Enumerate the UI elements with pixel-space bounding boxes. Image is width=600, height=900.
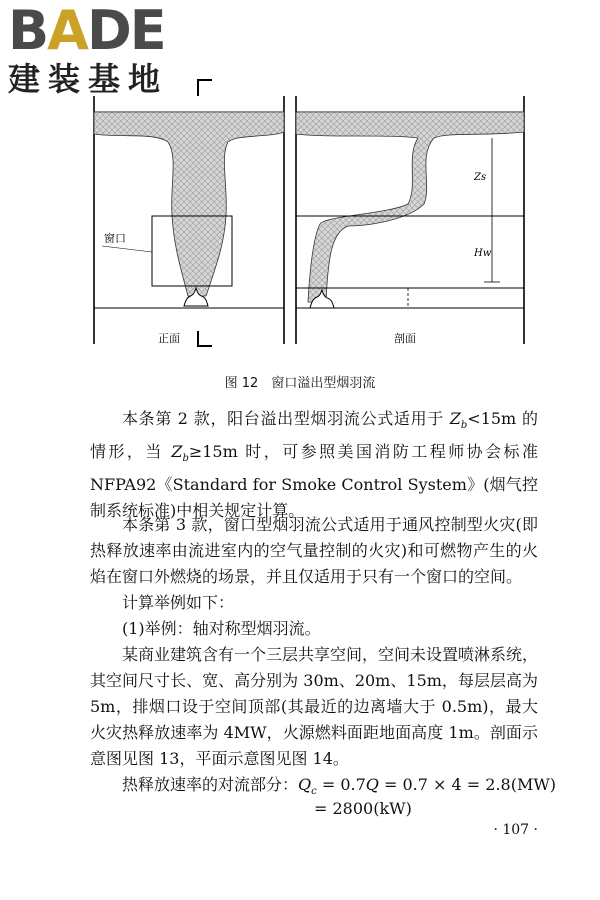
formula-line-1: 热释放速率的对流部分：$Q_c = 0.7Q = 0.7 \times 4 = 2.8(MW)$: [122, 775, 557, 798]
front-view-panel: [94, 80, 284, 346]
section-view-panel: [296, 96, 524, 344]
paragraph-example-intro: 计算举例如下：: [122, 593, 235, 612]
figure-caption: 图 12 窗口溢出型烟羽流: [224, 376, 376, 391]
label-hw: Hw: [474, 248, 492, 259]
window-plume-figure: [88, 76, 538, 366]
formula-line-2: = 2800(kW): [314, 799, 412, 818]
paragraph-example-body: 某商业建筑含有一个三层共享空间，空间未设置喷淋系统，其空间尺寸长、宽、高分别为 30m、20m、15m，每层层高为 5m，排烟口设于空间顶部(其最近的边离墙大于 0.5m)，最大火灾热释放速率为 4MW，火源燃料面距地面高度 1m。剖面示意图见图 13，平面示意图见图 14。: [90, 645, 539, 768]
paragraph-window-plume: 本条第 3 款，窗口型烟羽流公式适用于通风控制型火灾(即热释放速率由流进室内的空气量控制的火灾)和可燃物产生的火焰在窗口外燃烧的场景，并且仅适用于只有一个窗口的空间。: [90, 515, 538, 586]
label-zs: Zs: [474, 172, 487, 183]
label-window: 窗口: [104, 232, 126, 245]
page-number: · 107 ·: [493, 822, 538, 838]
logo-wordmark: BADE: [8, 0, 165, 62]
label-section: 剖面: [394, 332, 416, 345]
logo-chinese-text: 建装基地: [8, 60, 169, 98]
paragraph-balcony-plume: 本条第 2 款，阳台溢出型烟羽流公式适用于 $Z_b<15m$ 的情形，当 $Z_b\ge 15m$ 时，可参照美国消防工程师协会标准 NFPA92《Standard for Smoke Control System》(烟气控制系统标准)中相关规定计算。: [90, 409, 538, 521]
paragraph-example-title: (1)举例：轴对称型烟羽流。: [122, 619, 321, 638]
label-front: 正面: [158, 332, 180, 345]
